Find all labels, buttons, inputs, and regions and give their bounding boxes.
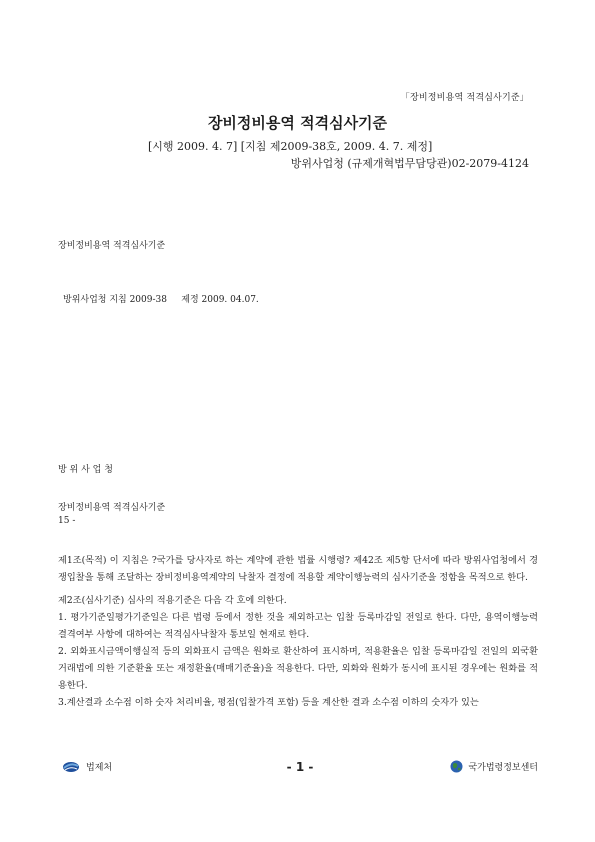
document-name-line-2: 장비정비용역 적격심사기준 <box>58 503 166 513</box>
page-number: - 1 - <box>286 760 314 774</box>
article-2-heading: 제2조(심사기준) 심사의 적용기준은 다음 각 호에 의한다. <box>58 595 287 606</box>
article-2-item-1: 1. 평가기준일평가기준일은 다른 법령 등에서 정한 것을 제외하고는 입찰 등록마감일 전일로 한다. 다만, 용역이행능력 결격여부 사항에 대하여는 적격심사낙찰자 통보일 현재로 한다. <box>58 612 538 640</box>
footer-right <box>450 760 538 773</box>
footer-right-label: 국가법령정보센터 <box>468 763 538 773</box>
document-title: 장비정비용역 적격심사기준 <box>207 114 388 132</box>
article-2-item-2: 2. 외화표시금액이행실적 등의 외화표시 금액은 원화로 환산하여 표시하며, 적용환율은 입찰 등록마감일 전일의 외국환거래법에 의한 기준환율 또는 재정환율(매매기준율)을 적용한다. 다만, 외화와 원화가 동시에 표시된 경우에는 원화를 적용한다. <box>58 646 538 691</box>
page-reference: 15 - <box>58 516 76 526</box>
article-1: 제1조(목적) 이 지침은 ?국가를 당사자로 하는 계약에 관한 법률 시행령? 제42조 제5항 단서에 따라 방위사업청에서 경쟁입찰을 통해 조달하는 장비정비용역계약의 낙찰자 결정에 적용할 계약이행능력의 심사기준을 정함을 목적으로 한다. <box>58 555 538 583</box>
document-name-line: 장비정비용역 적격심사기준 <box>58 241 166 251</box>
article-2-item-3: 3.계산결과 소수점 이하 숫자 처리비율, 평점(입찰가격 포함) 등을 계산한 결과 소수점 이하의 숫자가 있는 <box>58 697 479 708</box>
page-footer <box>60 760 540 780</box>
directive-line: 방위사업청 지침 2009-38 제정 2009. 04.07. <box>63 295 259 305</box>
footer-left-label: 법제처 <box>86 763 113 773</box>
document-tag: 「장비정비용역 적격심사기준」 <box>400 93 529 103</box>
enforcement-info: [시행 2009. 4. 7] [지침 제2009-38호, 2009. 4. 7. 제정] <box>148 140 433 153</box>
document-body <box>58 552 538 711</box>
agency-line: 방 위 사 업 청 <box>58 465 113 475</box>
agency-contact: 방위사업청 (규제개혁법무담당관)02-2079-4124 <box>290 157 529 170</box>
globe-icon <box>450 760 463 773</box>
